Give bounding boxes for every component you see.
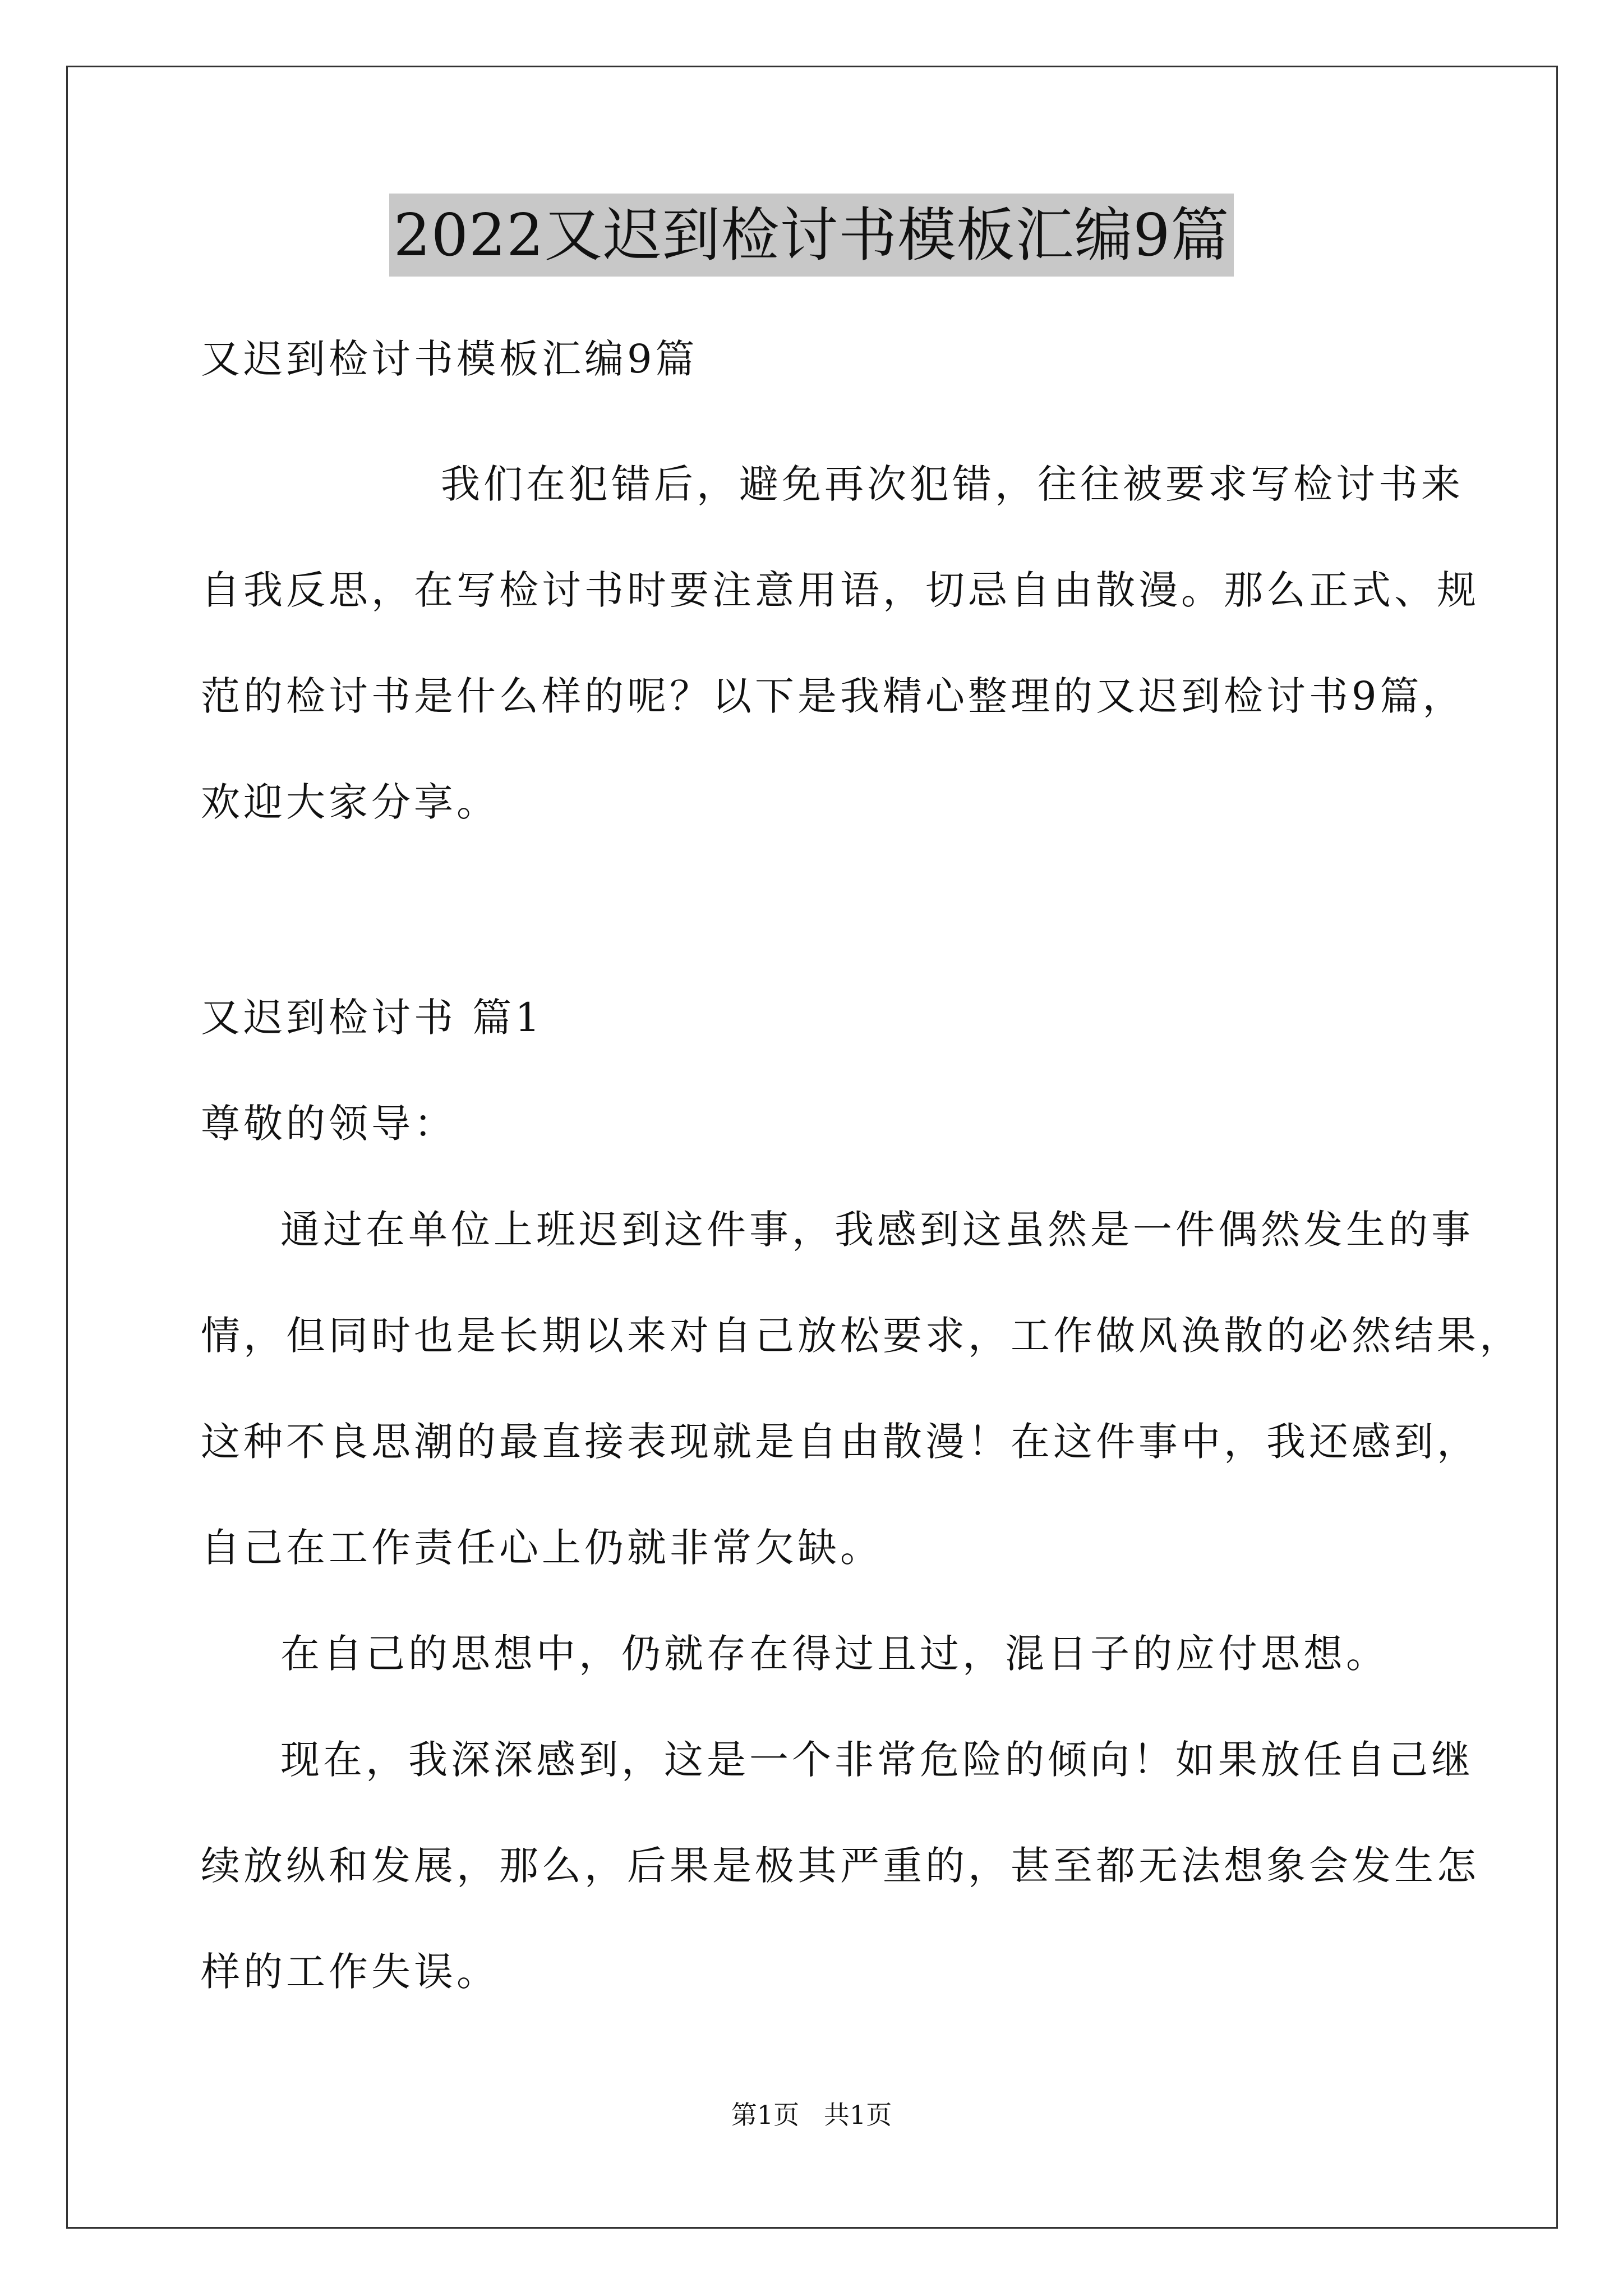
page-number: 第1页 共1页	[731, 2100, 892, 2130]
paragraph-line: 情，但同时也是长期以来对自己放松要求，工作做风涣散的必然结果，	[201, 1313, 1522, 1359]
paragraph-line: 现在，我深深感到，这是一个非常危险的倾向！如果放任自己继	[280, 1737, 1474, 1783]
paragraph-line: 在自己的思想中，仍就存在得过且过，混日子的应付思想。	[280, 1631, 1389, 1677]
paragraph-line: 样的工作失误。	[201, 1949, 499, 1995]
paragraph-line: 通过在单位上班迟到这件事，我感到这虽然是一件偶然发生的事	[280, 1207, 1474, 1253]
section-heading: 又迟到检讨书 篇1	[201, 995, 543, 1041]
intro-line: 欢迎大家分享。	[201, 779, 499, 825]
salutation: 尊敬的领导：	[201, 1101, 457, 1147]
paragraph-line: 续放纵和发展，那么，后果是极其严重的，甚至都无法想象会发生怎	[201, 1843, 1479, 1889]
document-subtitle: 又迟到检讨书模板汇编9篇	[201, 336, 698, 382]
paragraph-line: 自己在工作责任心上仍就非常欠缺。	[201, 1525, 883, 1571]
document-title: 2022又迟到检讨书模板汇编9篇	[389, 194, 1234, 277]
intro-line: 自我反思，在写检讨书时要注意用语，切忌自由散漫。那么正式、规	[201, 567, 1479, 613]
intro-line: 范的检讨书是什么样的呢？以下是我精心整理的又迟到检讨书9篇，	[201, 673, 1465, 719]
intro-line: 我们在犯错后，避免再次犯错，往往被要求写检讨书来	[441, 461, 1464, 507]
paragraph-line: 这种不良思潮的最直接表现就是自由散漫！在这件事中，我还感到，	[201, 1419, 1479, 1465]
